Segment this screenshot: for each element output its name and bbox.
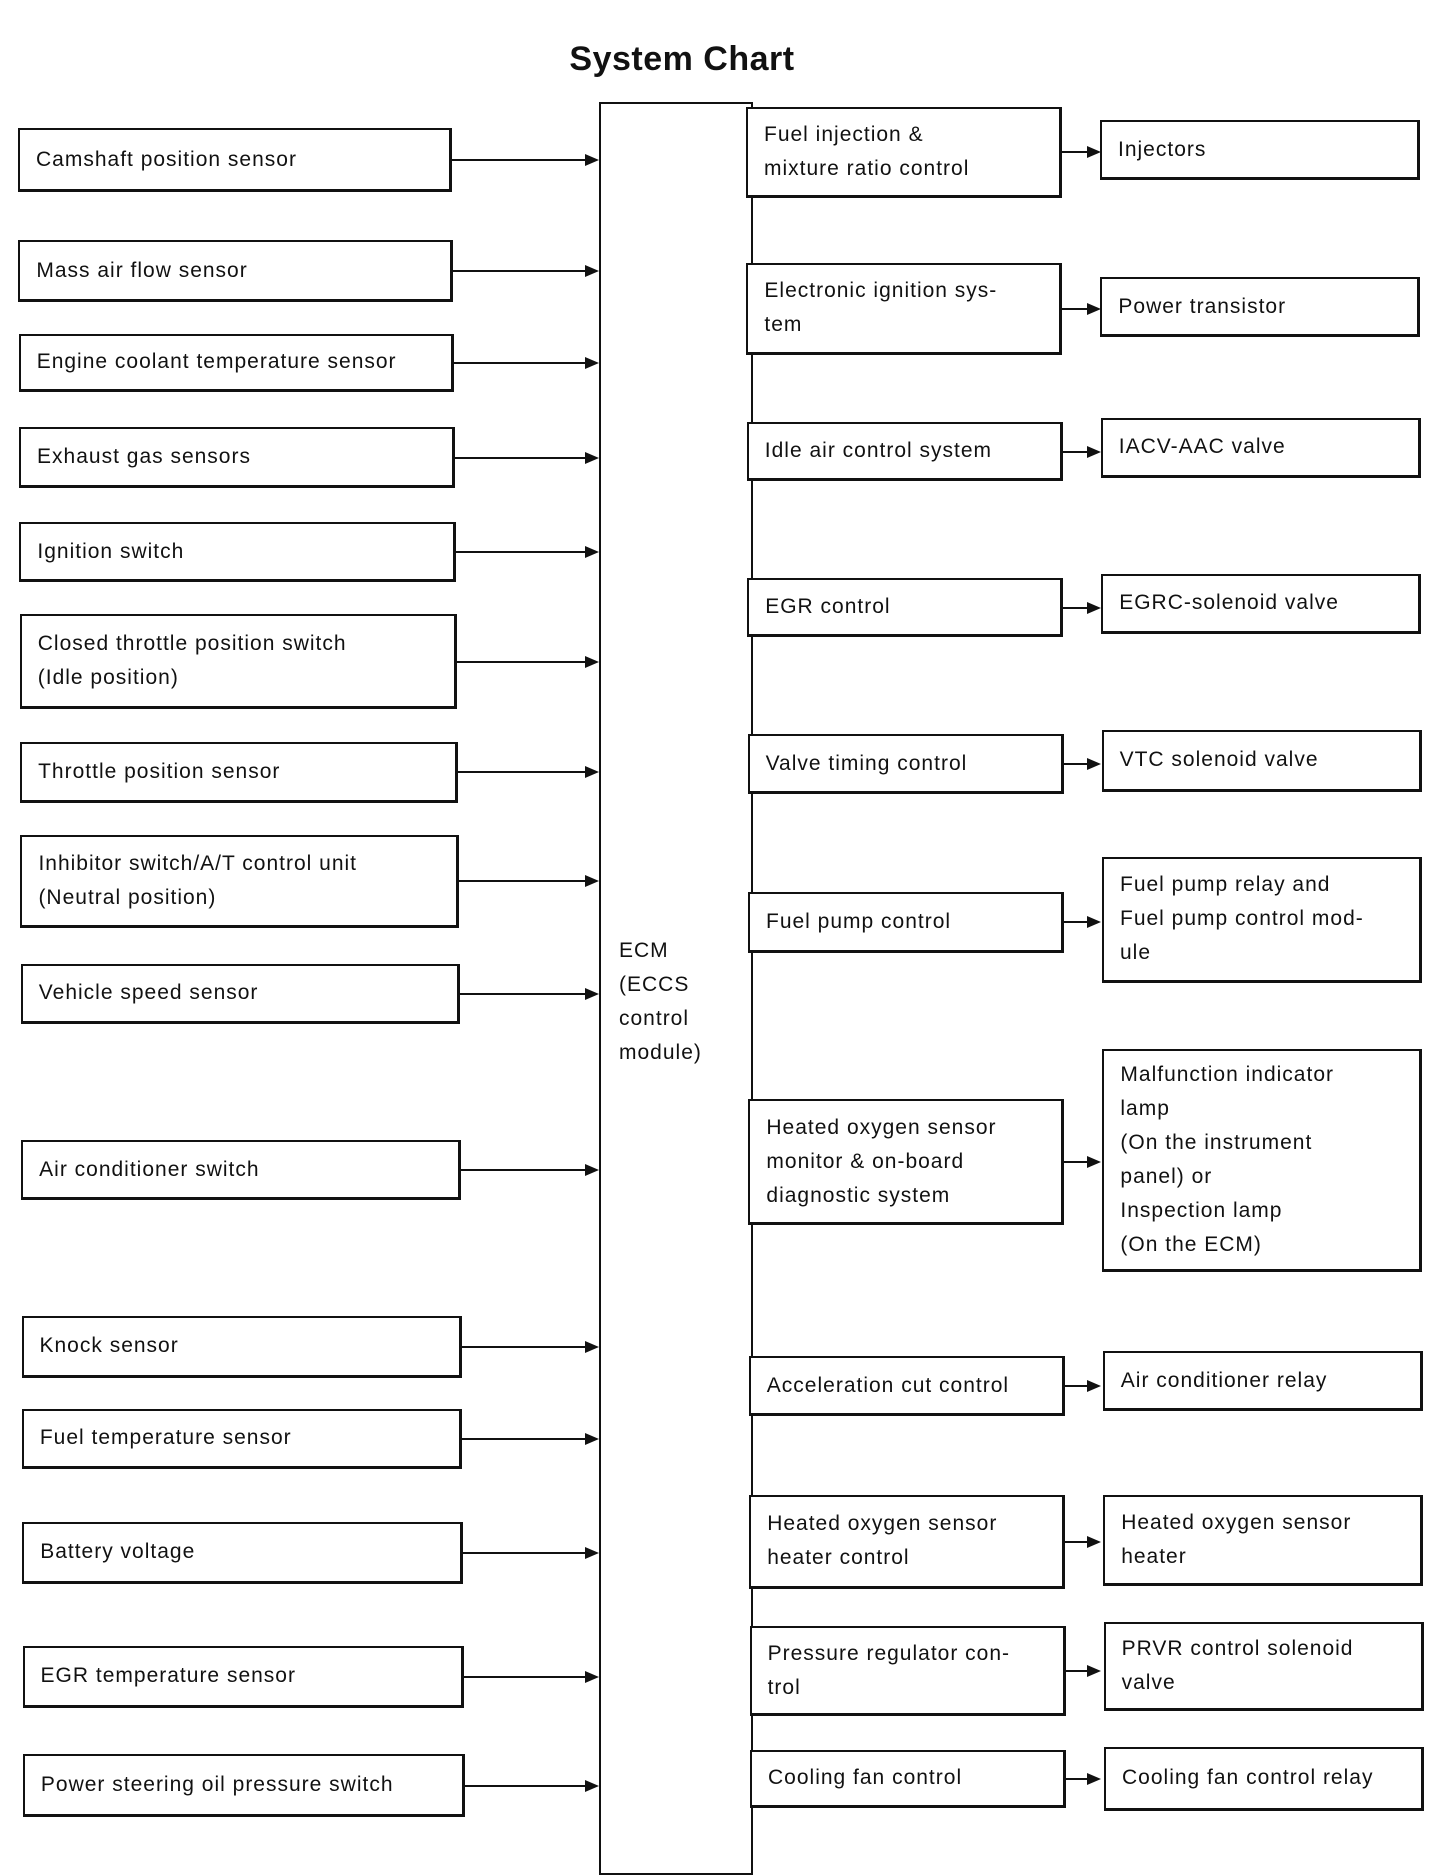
box-text-line: VTC solenoid valve xyxy=(1119,748,1319,772)
box-text-line: Air conditioner relay xyxy=(1120,1368,1328,1392)
connector-line xyxy=(460,993,587,995)
connector-line xyxy=(465,1785,587,1787)
arrow-head-icon xyxy=(1087,1536,1101,1548)
box-text-line: panel) or xyxy=(1120,1164,1213,1188)
control-box xyxy=(746,107,1062,198)
output-box xyxy=(1102,730,1422,792)
arrow-head-icon xyxy=(1087,1665,1101,1677)
arrow-head-icon xyxy=(585,1547,599,1559)
output-box xyxy=(1104,1622,1424,1711)
ecm-label-line: control xyxy=(619,1007,690,1030)
arrow-head-icon xyxy=(585,546,599,558)
control-box xyxy=(747,422,1063,481)
box-text-line: Fuel pump relay and xyxy=(1120,873,1331,897)
box-text-line: Fuel pump control xyxy=(766,909,952,933)
control-box xyxy=(749,1356,1065,1416)
connector-line xyxy=(461,1169,587,1171)
arrow-head-icon xyxy=(585,988,599,1000)
arrow-head-icon xyxy=(585,357,599,369)
box-text-line: Acceleration cut control xyxy=(766,1373,1010,1397)
box-text-line: EGRC-solenoid valve xyxy=(1119,591,1339,615)
input-box xyxy=(19,334,454,393)
arrow-head-icon xyxy=(1087,446,1101,458)
box-text-line: (Neutral position) xyxy=(38,885,217,909)
arrow-head-icon xyxy=(1087,1156,1101,1168)
connector-line xyxy=(457,661,587,663)
box-text-line: Ignition switch xyxy=(37,539,185,563)
output-box xyxy=(1100,277,1420,337)
box-text-line: ule xyxy=(1120,941,1152,965)
connector-line xyxy=(1065,1385,1089,1387)
arrow-head-icon xyxy=(1087,758,1101,770)
connector-line xyxy=(456,551,587,553)
box-text-line: heater control xyxy=(767,1546,910,1570)
ecm-label-line: module) xyxy=(619,1041,702,1064)
connector-line xyxy=(1066,1778,1089,1780)
output-box xyxy=(1101,418,1421,478)
box-text-line: monitor & on-board xyxy=(766,1149,965,1173)
connector-line xyxy=(1062,308,1089,310)
output-box xyxy=(1101,574,1421,634)
box-text-line: IACV-AAC valve xyxy=(1118,435,1286,459)
control-box xyxy=(749,1495,1065,1589)
box-text-line: Throttle position sensor xyxy=(38,759,281,783)
box-text-line: (On the ECM) xyxy=(1120,1232,1262,1256)
box-text-line: Cooling fan control relay xyxy=(1122,1766,1374,1790)
arrow-head-icon xyxy=(585,1164,599,1176)
input-box xyxy=(19,427,455,488)
box-text-line: Power steering oil pressure switch xyxy=(40,1773,394,1797)
input-box xyxy=(21,1140,460,1200)
control-box xyxy=(750,1626,1066,1716)
control-box xyxy=(748,1099,1064,1225)
input-box xyxy=(22,1522,463,1584)
arrow-head-icon xyxy=(585,1433,599,1445)
box-text-line: Injectors xyxy=(1118,137,1207,161)
box-text-line: Inhibitor switch/A/T control unit xyxy=(38,851,358,875)
box-text-line: Pressure regulator con- xyxy=(767,1641,1011,1665)
output-box xyxy=(1100,120,1420,180)
box-text-line: EGR temperature sensor xyxy=(40,1664,296,1688)
input-box xyxy=(20,742,458,803)
output-box xyxy=(1103,1351,1423,1411)
box-text-line: tem xyxy=(764,313,803,337)
input-box xyxy=(22,1409,463,1469)
input-box xyxy=(23,1646,465,1707)
box-text-line: Heated oxygen sensor xyxy=(1121,1511,1352,1535)
box-text-line: Fuel injection & xyxy=(764,122,924,146)
connector-line xyxy=(1065,1541,1089,1543)
arrow-head-icon xyxy=(585,452,599,464)
connector-line xyxy=(455,457,587,459)
input-box xyxy=(19,522,455,582)
box-text-line: (Idle position) xyxy=(37,666,179,690)
connector-line xyxy=(462,1346,588,1348)
ecm-label-line: ECM xyxy=(619,939,669,962)
box-text-line: Vehicle speed sensor xyxy=(38,981,259,1005)
box-text-line: Fuel pump control mod- xyxy=(1120,907,1364,931)
box-text-line: Inspection lamp xyxy=(1120,1198,1283,1222)
input-box xyxy=(22,1316,462,1377)
arrow-head-icon xyxy=(1087,303,1101,315)
box-text-line: PRVR control solenoid xyxy=(1121,1637,1354,1661)
box-text-line: Idle air control system xyxy=(764,439,993,463)
box-text-line: valve xyxy=(1121,1671,1176,1695)
input-box xyxy=(21,964,460,1024)
input-box xyxy=(20,614,457,709)
output-box xyxy=(1102,1049,1422,1272)
control-box xyxy=(748,892,1064,953)
arrow-head-icon xyxy=(1087,146,1101,158)
control-box xyxy=(750,1750,1066,1809)
box-text-line: Mass air flow sensor xyxy=(36,258,248,282)
output-box xyxy=(1102,857,1422,983)
connector-line xyxy=(459,880,587,882)
box-text-line: (On the instrument xyxy=(1120,1130,1313,1154)
arrow-head-icon xyxy=(1087,916,1101,928)
box-text-line: Heated oxygen sensor xyxy=(767,1512,998,1536)
arrow-head-icon xyxy=(585,766,599,778)
connector-line xyxy=(1064,1161,1089,1163)
box-text-line: EGR control xyxy=(765,595,891,619)
connector-line xyxy=(1062,151,1089,153)
connector-line xyxy=(1064,921,1089,923)
connector-line xyxy=(462,1438,587,1440)
ecm-label xyxy=(619,934,702,1070)
connector-line xyxy=(452,159,587,161)
box-text-line: Electronic ignition sys- xyxy=(764,279,998,303)
box-text-line: Cooling fan control xyxy=(768,1766,963,1790)
arrow-head-icon xyxy=(585,154,599,166)
box-text-line: Power transistor xyxy=(1118,294,1287,318)
box-text-line: trol xyxy=(767,1675,801,1699)
arrow-head-icon xyxy=(585,875,599,887)
input-box xyxy=(20,835,458,927)
arrow-head-icon xyxy=(1087,1773,1101,1785)
output-box xyxy=(1103,1495,1423,1586)
arrow-head-icon xyxy=(585,656,599,668)
box-text-line: Battery voltage xyxy=(40,1540,196,1564)
box-text-line: diagnostic system xyxy=(766,1183,951,1207)
box-text-line: Heated oxygen sensor xyxy=(766,1115,997,1139)
control-box xyxy=(747,578,1063,637)
box-text-line: Exhaust gas sensors xyxy=(37,445,251,469)
input-box xyxy=(18,240,453,302)
box-text-line: heater xyxy=(1121,1545,1187,1569)
connector-line xyxy=(464,1676,587,1678)
arrow-head-icon xyxy=(585,1671,599,1683)
box-text-line: Camshaft position sensor xyxy=(36,147,297,171)
box-text-line: Malfunction indicator xyxy=(1120,1062,1334,1086)
control-box xyxy=(746,263,1062,355)
box-text-line: Knock sensor xyxy=(39,1334,179,1358)
ecm-block xyxy=(599,102,753,1875)
ecm-label-line: (ECCS xyxy=(619,973,690,996)
connector-line xyxy=(453,270,587,272)
chart-title: System Chart xyxy=(569,40,795,78)
arrow-head-icon xyxy=(1087,1380,1101,1392)
box-text-line: Air conditioner switch xyxy=(39,1157,260,1181)
arrow-head-icon xyxy=(585,1341,599,1353)
box-text-line: Valve timing control xyxy=(765,751,968,775)
connector-line xyxy=(458,771,587,773)
connector-line xyxy=(1063,451,1089,453)
connector-line xyxy=(1066,1670,1089,1672)
input-box xyxy=(18,128,452,192)
arrow-head-icon xyxy=(585,265,599,277)
box-text-line: Engine coolant temperature sensor xyxy=(36,350,397,374)
box-text-line: lamp xyxy=(1120,1096,1170,1120)
connector-line xyxy=(1063,607,1089,609)
input-box xyxy=(23,1754,465,1816)
connector-line xyxy=(463,1552,587,1554)
control-box xyxy=(748,734,1064,794)
arrow-head-icon xyxy=(1087,602,1101,614)
connector-line xyxy=(454,362,587,364)
box-text-line: mixture ratio control xyxy=(764,156,970,180)
connector-line xyxy=(1064,763,1089,765)
arrow-head-icon xyxy=(585,1780,599,1792)
output-box xyxy=(1104,1747,1424,1811)
box-text-line: Fuel temperature sensor xyxy=(39,1426,292,1450)
box-text-line: Closed throttle position switch xyxy=(37,632,347,656)
